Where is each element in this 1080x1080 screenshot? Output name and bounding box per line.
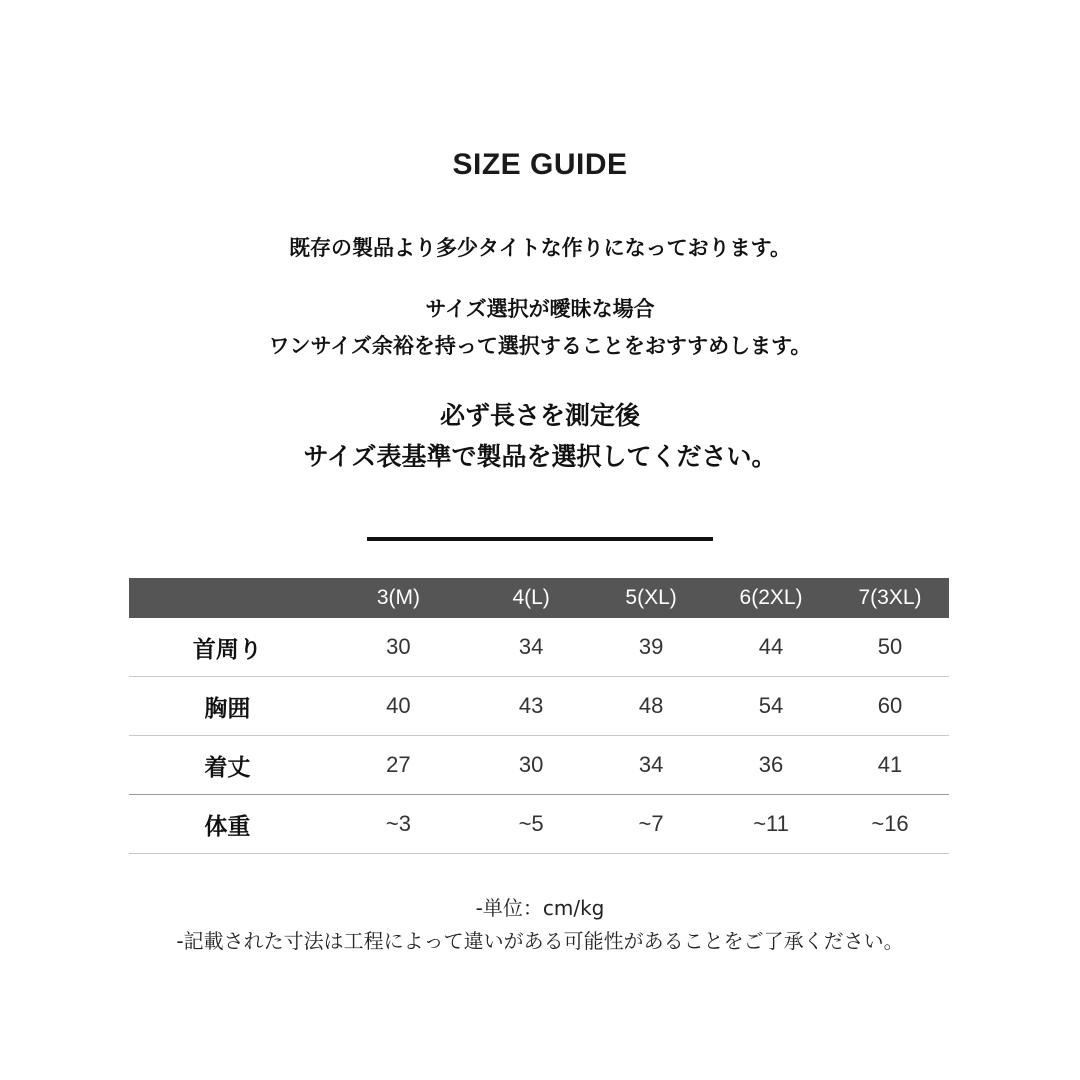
table-row-weight	[129, 795, 949, 854]
header-cell-size-2xl: 6(2XL)	[739, 586, 803, 609]
header-cell-size-3xl: 7(3XL)	[858, 586, 922, 609]
intro-line-fit: 既存の製品より多少タイトな作りになっております。	[289, 236, 791, 260]
disclaimer-note: -記載された寸法は工程によって違いがある可能性があることをご了承ください。	[176, 929, 904, 953]
table-cell: 43	[518, 693, 544, 718]
row-label: 体重	[204, 813, 251, 840]
table-cell: ~11	[753, 811, 789, 836]
row-label: 首周り	[192, 636, 262, 663]
table-cell: 40	[386, 693, 411, 718]
intro-line-measure: 必ず長さを測定後	[439, 401, 640, 430]
table-cell: 36	[758, 752, 784, 777]
table-cell: 44	[758, 634, 784, 659]
table-row-chest	[129, 677, 949, 736]
table-cell: 30	[386, 634, 411, 659]
intro-line-recommend: ワンサイズ余裕を持って選択することをおすすめします。	[268, 334, 812, 358]
row-label: 着丈	[204, 754, 251, 781]
intro-line-select: サイズ表基準で製品を選択してください。	[303, 442, 777, 471]
size-table-header	[129, 578, 949, 618]
table-cell: ~7	[638, 811, 664, 836]
header-cell-size-m: 3(M)	[376, 586, 420, 609]
table-cell: 34	[638, 752, 664, 777]
size-table	[129, 578, 949, 854]
table-row-neck	[129, 618, 949, 677]
table-cell: ~5	[518, 811, 544, 836]
table-cell: 30	[518, 752, 544, 777]
page-title: SIZE GUIDE	[452, 148, 628, 181]
table-cell: 41	[877, 752, 903, 777]
row-label: 胸囲	[204, 695, 251, 722]
table-cell: 54	[758, 693, 784, 718]
table-cell: 39	[638, 634, 664, 659]
table-cell: ~3	[385, 811, 411, 836]
table-row-length	[129, 736, 949, 795]
table-cell: ~16	[871, 811, 909, 836]
intro-line-unsure: サイズ選択が曖昧な場合	[425, 297, 655, 321]
header-cell-size-l: 4(L)	[512, 586, 550, 609]
table-cell: 60	[877, 693, 903, 718]
table-cell: 34	[518, 634, 544, 659]
table-cell: 27	[386, 752, 411, 777]
unit-note: -単位：cm/kg	[475, 896, 605, 920]
section-divider	[367, 537, 713, 541]
header-cell-size-xl: 5(XL)	[625, 586, 677, 609]
table-cell: 50	[877, 634, 903, 659]
size-table-body	[129, 618, 949, 854]
table-cell: 48	[638, 693, 664, 718]
